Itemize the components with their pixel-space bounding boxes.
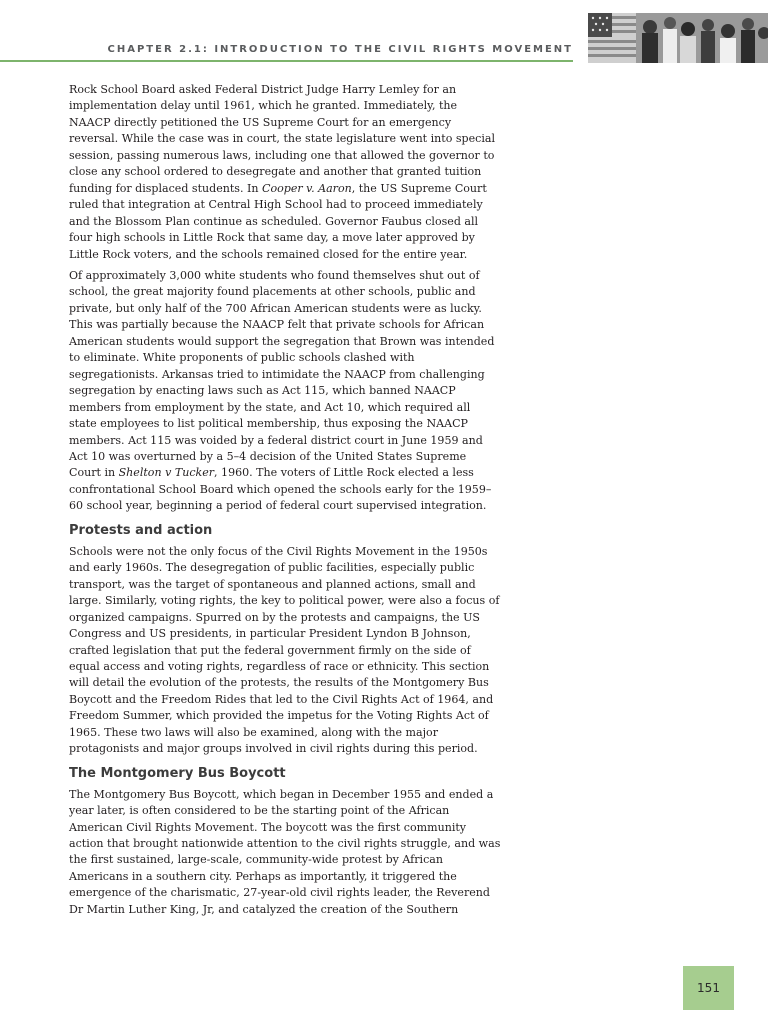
body-paragraph: Rock School Board asked Federal District Judge Harry Lemley for an implementation delay until 1961, which he granted. Immediately, the NAACP directly petitioned the US Supreme Court for an emergency reversal. While the case was in court, the state legislature went into special session, passing numerous laws, including one that allowed the governor to close any school ordered to desegregate and another that granted tuition funding for displaced students. In Cooper v. Aaron, the US Supreme Court ruled that integration at Central High School had to proceed immediately and the Blossom Plan continue as scheduled. Governor Faubus closed all four high schools in Little Rock that same day, a move later approved by Little Rock voters, and the schools remained closed for the entire year. <box>69 83 496 261</box>
civil-rights-march-photo <box>588 13 768 63</box>
body-paragraph: Schools were not the only focus of the Civil Rights Movement in the 1950s and early 1960s. The desegregation of public facilities, especially public transport, was the target of spontaneous and planned actions, small and large. Similarly, voting rights, the key to political power, were also a focus of organized campaigns. Spurred on by the protests and campaigns, the US Congress and US presidents, in particular President Lyndon B Johnson, crafted legislation that put the federal government firmly on the side of equal access and voting rights, regardless of race or ethnicity. This section will detail the evolution of the protests, the results of the Montgomery Bus Boycott and the Freedom Rides that led to the Civil Rights Act of 1964, and Freedom Summer, which provided the impetus for the Voting Rights Act of 1965. These two laws will also be examined, along with the major protagonists and major groups involved in civil rights during this period. <box>69 544 500 756</box>
case-name: Shelton v Tucker <box>118 466 215 480</box>
body-paragraph: The Montgomery Bus Boycott, which began in December 1955 and ended a year later, is often considered to be the starting point of the African American Civil Rights Movement. The boycott was the first community action that brought nationwide attention to the civil rights struggle, and was the first sustained, large-scale, community-wide protest by African Americans in a southern city. Perhaps as importantly, it triggered the emergence of the charismatic, 27-year-old civil rights leader, the Reverend Dr Martin Luther King, Jr, and catalyzed the creation of the Southern <box>69 787 501 916</box>
header-rule <box>0 60 573 62</box>
section-heading: The Montgomery Bus Boycott <box>69 765 286 781</box>
section-heading: Protests and action <box>69 522 213 538</box>
body-paragraph: Of approximately 3,000 white students who found themselves shut out of school, the great majority found placements at other schools, public and private, but only half of the 700 African American students were as lucky. This was partially because the NAACP felt that private schools for African American students would support the segregation that Brown was intended to eliminate. White proponents of public schools clashed with segregationists. Arkansas tried to intimidate the NAACP from challenging segregation by enacting laws such as Act 115, which banned NAACP members from employment by the state, and Act 10, which required all state employees to list political membership, thus exposing the NAACP members. Act 115 was voided by a federal district court in June 1959 and Act 10 was overturned by a 5–4 decision of the United States Supreme Court in Shelton v Tucker, 1960. The voters of Little Rock elected a less confrontational School Board which opened the schools early for the 1959–60 school year, beginning a period of federal court supervised integration. <box>69 268 495 513</box>
main-content <box>69 82 501 923</box>
chapter-header: CHAPTER 2.1: INTRODUCTION TO THE CIVIL RIGHTS MOVEMENT <box>107 44 573 55</box>
case-name: Cooper v. Aaron <box>262 181 352 195</box>
flag-graphic <box>588 13 636 63</box>
page-number: 151 <box>683 966 734 1010</box>
crowd-graphic <box>636 13 768 63</box>
header-photo <box>588 13 768 63</box>
